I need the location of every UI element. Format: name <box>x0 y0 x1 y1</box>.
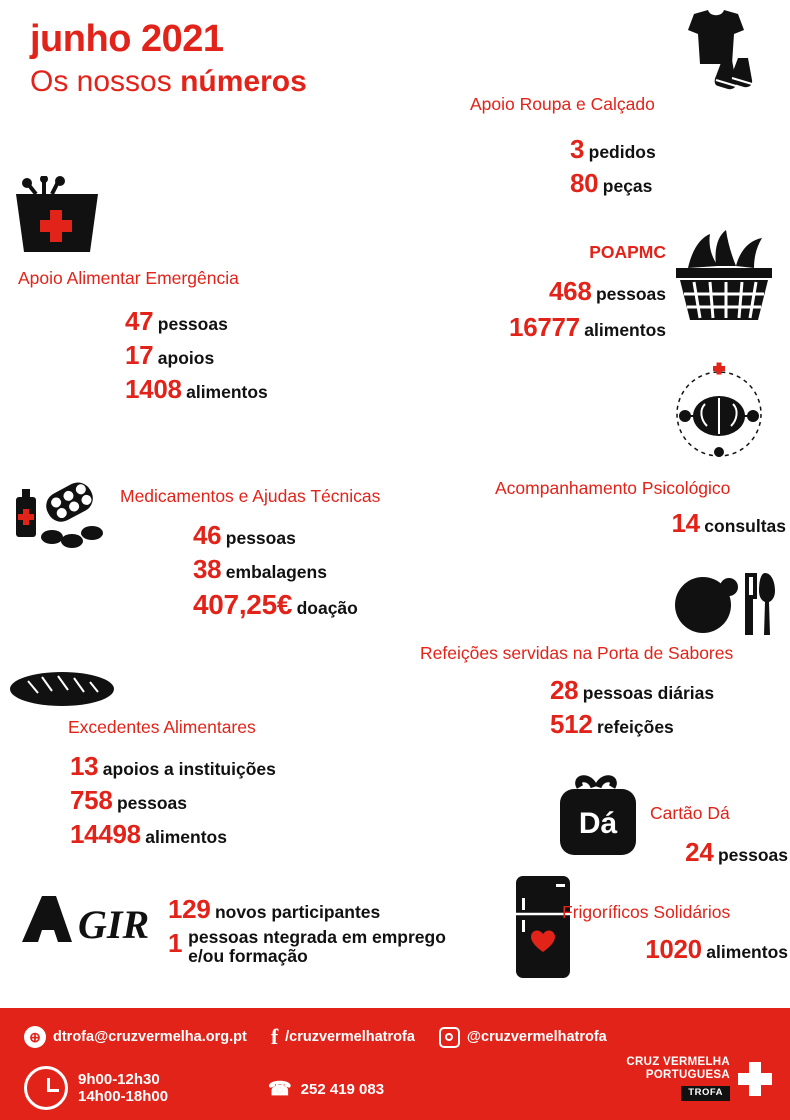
medicamentos-stat-0 <box>193 520 296 551</box>
agir-stat-1 <box>168 928 458 967</box>
medicamentos-value-0: 46 <box>193 520 222 550</box>
medicamentos-stat-2 <box>193 588 358 621</box>
facebook-icon: f <box>270 1024 279 1049</box>
medicamentos-label-0: pessoas <box>225 528 296 548</box>
medicamentos-value-2: 407,25€ <box>193 589 293 620</box>
footer-org-line1: CRUZ VERMELHA <box>626 1056 730 1068</box>
page-title: junho 2021 <box>30 18 224 60</box>
footer-hours-line2: 14h00-18h00 <box>78 1088 169 1105</box>
apoio-alimentar-stat-0 <box>125 306 228 337</box>
medicamentos-label-1: embalagens <box>225 562 327 582</box>
footer-org-line2: PORTUGUESA <box>645 1069 730 1082</box>
excedentes-label-1: pessoas <box>116 793 187 813</box>
psicologico-stat-0 <box>420 508 786 539</box>
agir-logo-icon <box>16 890 166 950</box>
agir-value-1: 1 <box>168 928 183 958</box>
apoio-alimentar-label-1: apoios <box>157 348 215 368</box>
medicamentos-stat-1 <box>193 554 327 585</box>
page-subtitle <box>30 65 307 99</box>
footer-facebook[interactable] <box>271 1024 415 1050</box>
refeicoes-stat-0 <box>550 675 714 706</box>
apoio-alimentar-label-2: alimentos <box>186 382 268 402</box>
psicologico-label-0: consultas <box>704 516 786 536</box>
excedentes-stat-2 <box>70 819 227 850</box>
subtitle-bold: números <box>180 65 307 98</box>
apoio-alimentar-value-1: 17 <box>125 340 154 370</box>
poapmc-stat-1 <box>430 312 666 343</box>
fridge-icon <box>510 872 576 982</box>
footer-email[interactable] <box>24 1026 247 1048</box>
refeicoes-label-0: pessoas diárias <box>582 683 715 703</box>
refeicoes-stat-1 <box>550 709 674 740</box>
excedentes-value-1: 758 <box>70 785 113 815</box>
apoio-roupa-value-0: 3 <box>570 134 585 164</box>
brain-psychology-icon <box>665 360 773 468</box>
poapmc-label-0: pessoas <box>595 284 666 304</box>
agir-label-1: pessoas ntegrada em emprego e/ou formação <box>188 927 446 967</box>
svg-text:Dá: Dá <box>578 807 618 840</box>
footer-email-text: dtrofa@cruzvermelha.org.pt <box>53 1029 247 1045</box>
agir-label-0: novos participantes <box>214 902 381 922</box>
apoio-alimentar-value-2: 1408 <box>125 374 182 404</box>
poapmc-stat-0 <box>430 276 666 307</box>
cartao-da-value-0: 24 <box>685 837 714 867</box>
cartao-da-stat-0 <box>545 837 788 868</box>
apoio-roupa-stat-1 <box>570 168 652 199</box>
footer-hours-text <box>78 1071 168 1106</box>
frigorificos-stat-0 <box>480 934 788 965</box>
cartao-da-title: Cartão Dá <box>650 803 730 823</box>
apoio-alimentar-stat-1 <box>125 340 214 371</box>
poapmc-label-1: alimentos <box>584 320 666 340</box>
footer-hours-line1: 9h00-12h30 <box>78 1070 160 1088</box>
cartao-da-label-0: pessoas <box>717 845 788 865</box>
footer-org-logo <box>626 1056 772 1101</box>
apoio-roupa-title: Apoio Roupa e Calçado <box>470 94 655 114</box>
apoio-alimentar-stat-2 <box>125 374 268 405</box>
agir-stat-0 <box>168 894 380 925</box>
footer-phone-text: 252 419 083 <box>300 1081 385 1098</box>
medicamentos-value-1: 38 <box>193 554 222 584</box>
refeicoes-value-1: 512 <box>550 709 593 739</box>
frigorificos-title: Frigoríficos Solidários <box>562 902 731 922</box>
excedentes-title: Excedentes Alimentares <box>68 717 256 737</box>
medicamentos-label-2: doação <box>296 598 358 618</box>
footer-contacts <box>24 1024 607 1050</box>
grocery-basket-icon <box>670 228 778 324</box>
apoio-alimentar-title: Apoio Alimentar Emergência <box>18 268 239 288</box>
frigorificos-label-0: alimentos <box>706 942 788 962</box>
medicamentos-title: Medicamentos e Ajudas Técnicas <box>120 486 381 506</box>
psicologico-title: Acompanhamento Psicológico <box>495 478 731 498</box>
footer-org-text <box>626 1056 730 1101</box>
excedentes-value-0: 13 <box>70 751 99 781</box>
globe-icon: ⊕ <box>24 1026 46 1048</box>
apoio-roupa-value-1: 80 <box>570 168 599 198</box>
plate-cutlery-icon <box>675 565 779 641</box>
apoio-alimentar-label-0: pessoas <box>157 314 228 334</box>
frigorificos-value-0: 1020 <box>645 934 702 964</box>
instagram-icon <box>439 1027 460 1048</box>
page-header <box>30 18 307 99</box>
psicologico-value-0: 14 <box>671 508 700 538</box>
agir-value-0: 129 <box>168 894 211 924</box>
bread-icon <box>8 665 116 711</box>
poapmc-value-1: 16777 <box>509 312 580 342</box>
excedentes-label-2: alimentos <box>145 827 227 847</box>
apoio-alimentar-value-0: 47 <box>125 306 154 336</box>
excedentes-value-2: 14498 <box>70 819 141 849</box>
phone-icon: ☎ <box>268 1079 292 1100</box>
clock-icon <box>24 1066 68 1110</box>
footer-org-branch: TROFA <box>681 1086 730 1101</box>
footer-facebook-text: /cruzvermelhatrofa <box>285 1029 415 1045</box>
subtitle-pre: Os nossos <box>30 65 181 98</box>
excedentes-stat-0 <box>70 751 276 782</box>
refeicoes-label-1: refeições <box>596 717 674 737</box>
apoio-roupa-stat-0 <box>570 134 656 165</box>
refeicoes-title: Refeições servidas na Porta de Sabores <box>420 643 734 663</box>
footer-phone[interactable] <box>268 1078 384 1101</box>
apoio-roupa-label-1: peças <box>602 176 653 196</box>
footer-bar <box>0 1008 790 1120</box>
excedentes-stat-1 <box>70 785 187 816</box>
poapmc-title: POAPMC <box>589 242 666 262</box>
poapmc-value-0: 468 <box>549 276 592 306</box>
footer-instagram[interactable] <box>439 1027 607 1048</box>
refeicoes-value-0: 28 <box>550 675 579 705</box>
medicine-icon <box>8 475 118 555</box>
footer-hours <box>24 1066 168 1110</box>
footer-instagram-text: @cruzvermelhatrofa <box>466 1029 607 1045</box>
red-cross-icon <box>738 1062 772 1096</box>
tshirt-shoes-icon <box>670 8 762 94</box>
excedentes-label-0: apoios a instituições <box>102 759 276 779</box>
apoio-roupa-label-0: pedidos <box>588 142 656 162</box>
svg-text:GIR: GIR <box>78 902 150 947</box>
food-bag-icon <box>10 176 106 254</box>
